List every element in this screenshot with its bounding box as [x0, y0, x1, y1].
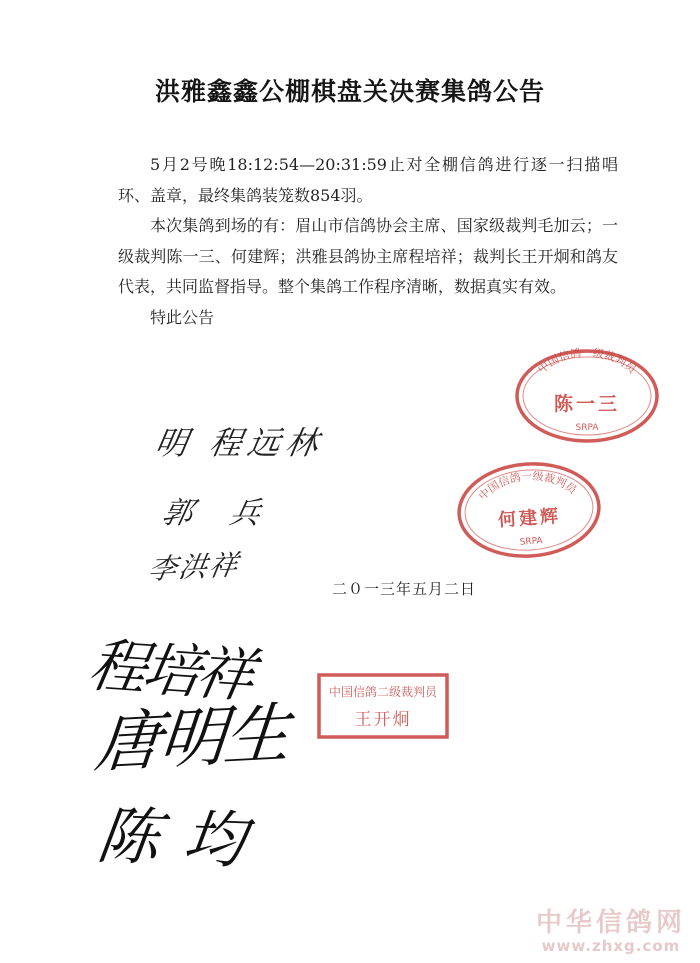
document-date: 二０一三年五月二日 — [332, 580, 477, 598]
seal-3-top-text: 中国信鸽二级裁判员 — [328, 685, 438, 699]
watermark-url: www.zhxg.com — [541, 937, 681, 955]
seal-2-arc-text: 中国信鸽一级裁判员 — [476, 469, 580, 503]
seal-chen-yisan — [512, 346, 662, 446]
signature-1: 明 程远林 — [152, 424, 328, 462]
document-title: 洪雅鑫鑫公棚棋盘关决赛集鸽公告 — [154, 77, 545, 106]
signature-4: 程培祥 — [83, 630, 257, 711]
paragraph-1: 5月2号晚18:12:54—20:31:59止对全棚信鸽进行逐一扫描唱环、盖章，最终集鸽装笼数854羽。 — [118, 155, 618, 205]
seal-2-name: 何建辉 — [497, 505, 562, 532]
seal-2-code: SRPA — [519, 536, 544, 548]
paragraph-2: 本次集鸽到场的有：眉山市信鸽协会主席、国家级裁判毛加云；一级裁判陈一三、何建辉；洪雅县鸽协主席程培祥；裁判长王开炯和鸽友代表，共同监督指导。整个集鸽工作程序清晰，数据真实有效。 — [118, 216, 618, 296]
svg-text:中国信鸽一级裁判员 — [535, 346, 640, 376]
signature-5: 唐明生 — [91, 694, 292, 782]
seal-1-name: 陈一三 — [553, 393, 621, 415]
document-body — [118, 150, 618, 333]
seal-1-code: SRPA — [575, 423, 599, 433]
seal-wang-kaijiong — [316, 672, 450, 740]
seal-he-jianhui — [455, 460, 603, 560]
watermark-text: 中华信鸽网 — [535, 908, 686, 938]
seal-3-name: 王开炯 — [354, 710, 412, 730]
site-watermark — [536, 902, 686, 955]
seal-1-arc-text: 中国信鸽一级裁判员 — [535, 346, 639, 377]
closing-line: 特此公告 — [150, 307, 215, 327]
signature-3: 李洪祥 — [145, 548, 243, 586]
signature-6: 陈 均 — [93, 798, 252, 878]
signature-2: 郭 兵 — [158, 496, 278, 531]
